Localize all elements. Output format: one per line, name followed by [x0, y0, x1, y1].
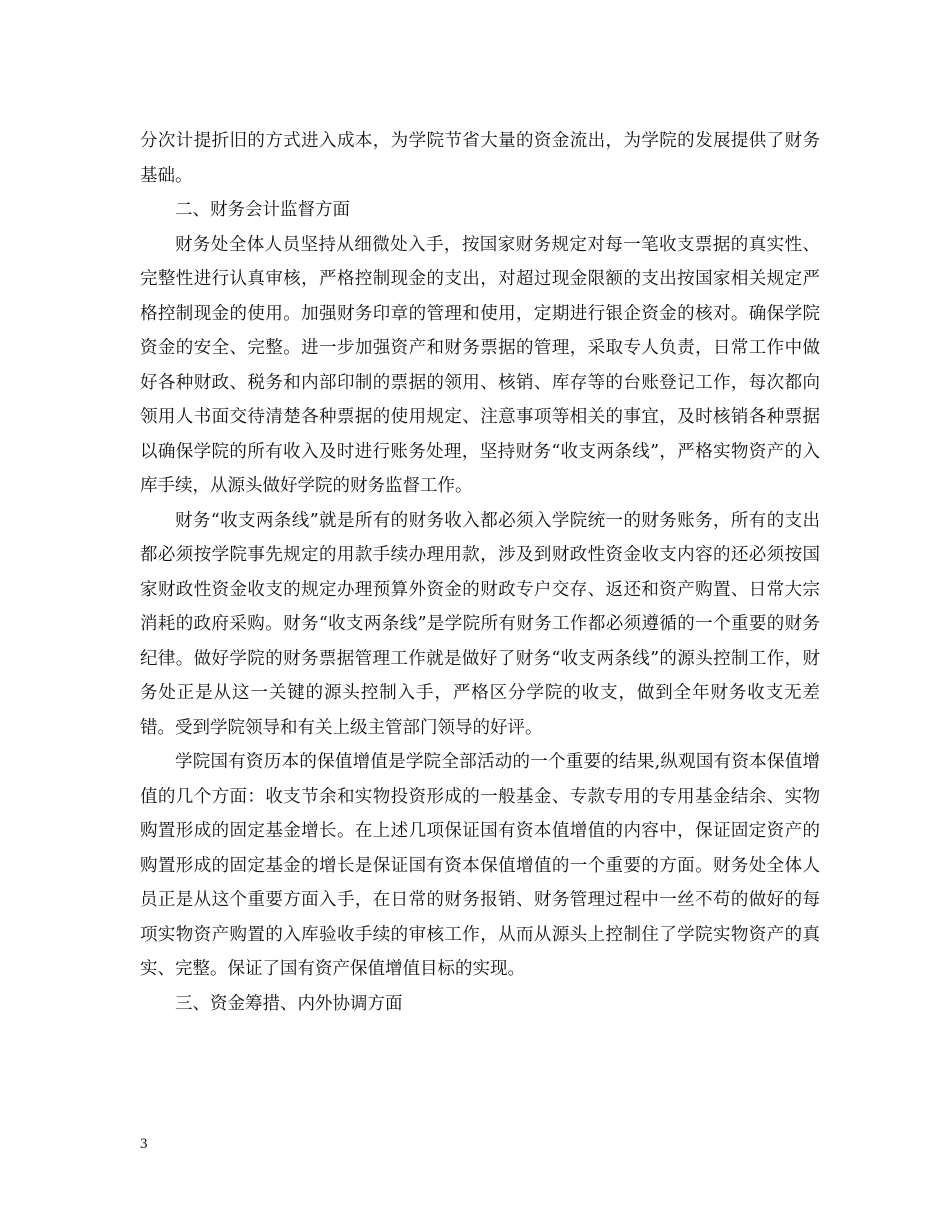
paragraph-supervision: 财务处全体人员坚持从细微处入手，按国家财务规定对每一笔收支票据的真实性、完整性进行认真审核，严格控制现金的支出，对超过现金限额的支出按国家相关规定严格控制现金的使用。加强财务印章的管理和使用，定期进行银企资金的核对。确保学院资金的安全、完整。进一步加强资产和财务票据的管理，采取专人负责，日常工作中做好各种财政、税务和内部印制的票据的领用、核销、库存等的台账登记工作，每次都向领用人书面交待清楚各种票据的使用规定、注意事项等相关的事宜，及时核销各种票据以确保学院的所有收入及时进行账务处理，坚持财务“收支两条线”，严格实物资产的入库手续，从源头做好学院的财务监督工作。 [140, 234, 820, 496]
page-number: 3 [140, 1136, 148, 1152]
section-heading-funding: 三、资金筹措、内外协调方面 [175, 993, 403, 1014]
paragraph-continued: 分次计提折旧的方式进入成本，为学院节省大量的资金流出，为学院的发展提供了财务基础。 [140, 131, 820, 186]
section-heading-supervision: 二、财务会计监督方面 [175, 200, 350, 220]
paragraph-two-lines: 财务“收支两条线”就是所有的财务收入都必须入学院统一的财务账务，所有的支出都必须按学院事先规定的用款手续办理用款，涉及到财政性资金收支内容的还必须按国家财政性资金收支的规定办理预算外资金的财政专户交存、返还和资产购置、日常大宗消耗的政府采购。财务“收支两条线”是学院所有财务工作都必须遵循的一个重要的财务纪律。做好学院的财务票据管理工作就是做好了财务“收支两条线”的源头控制工作，财务处正是从这一关键的源头控制入手，严格区分学院的收支，做到全年财务收支无差错。受到学院领导和有关上级主管部门领导的好评。 [140, 510, 820, 738]
document-body [140, 124, 820, 1021]
paragraph-asset-value: 学院国有资历本的保值增值是学院全部活动的一个重要的结果,纵观国有资本保值增值的几个方面：收支节余和实物投资形成的一般基金、专款专用的专用基金结余、实物购置形成的固定基金增长。在上述几项保证国有资本值增值的内容中，保证固定资产的购置形成的固定基金的增长是保证国有资本保值增值的一个重要的方面。财务处全体人员正是从这个重要方面入手，在日常的财务报销、财务管理过程中一丝不苟的做好的每项实物资产购置的入库验收手续的审核工作，从而从源头上控制住了学院实物资产的真实、完整。保证了国有资产保值增值目标的实现。 [140, 752, 820, 979]
